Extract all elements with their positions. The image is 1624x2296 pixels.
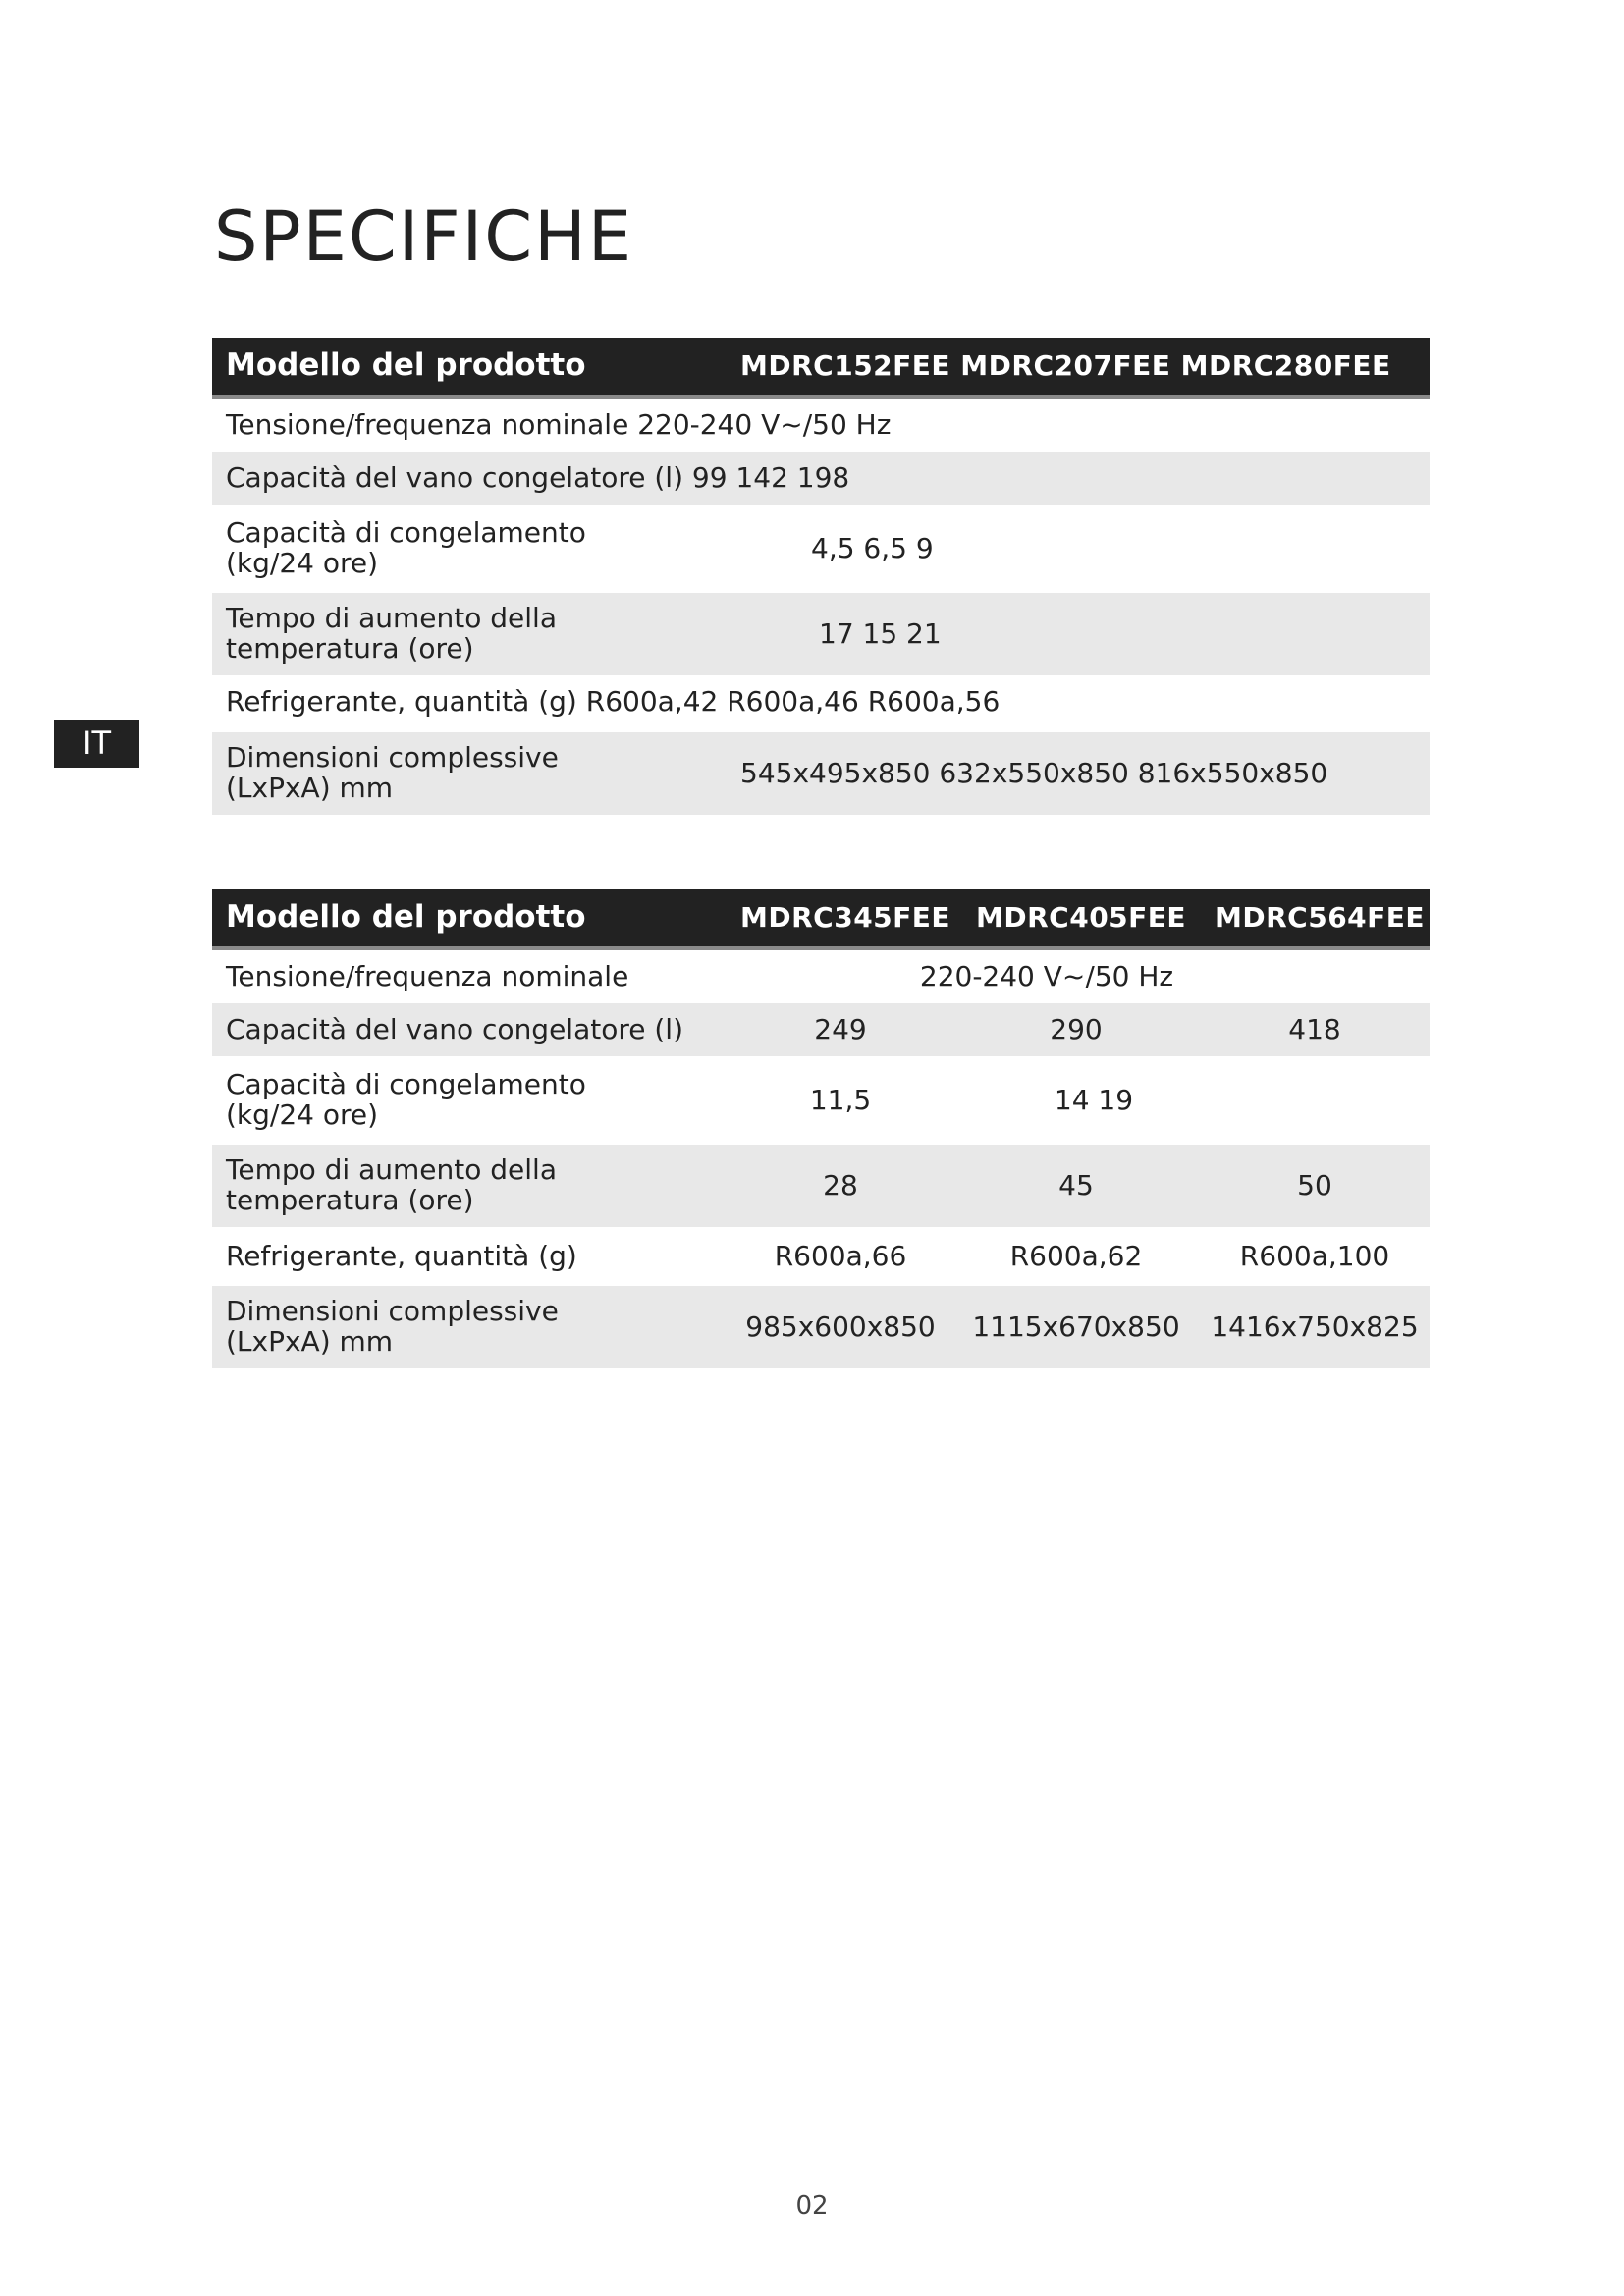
table-row: [212, 1059, 1430, 1142]
row-value: 418: [1288, 1013, 1341, 1045]
row-value: 4,5 6,5 9: [811, 532, 934, 564]
row-label: Dimensioni complessive (LxPxA) mm: [226, 741, 559, 804]
row-label: Capacità di congelamento (kg/24 ore): [226, 1068, 586, 1131]
table-row: [212, 1286, 1430, 1368]
header-model: MDRC345FEE: [740, 901, 951, 934]
header-models: MDRC152FEE MDRC207FEE MDRC280FEE: [740, 349, 1391, 382]
row-value: 545x495x850 632x550x850 816x550x850: [740, 757, 1328, 789]
table-row: [212, 732, 1430, 815]
row-value: R600a,66: [774, 1240, 907, 1272]
row-value: R600a,100: [1239, 1240, 1390, 1272]
row-value: 249: [814, 1013, 867, 1045]
header-model: MDRC564FEE: [1215, 901, 1426, 934]
spec-table-2: [212, 889, 1430, 1368]
row-value: 290: [1050, 1013, 1103, 1045]
row-label: Capacità del vano congelatore (l): [226, 1013, 684, 1045]
table-header: [212, 889, 1430, 950]
spec-table-1: [212, 338, 1430, 815]
table-header: [212, 338, 1430, 399]
row-label: Refrigerante, quantità (g): [226, 1240, 577, 1272]
row-value: 50: [1297, 1169, 1332, 1201]
row-label: Dimensioni complessive (LxPxA) mm: [226, 1295, 559, 1358]
table-row: [212, 1230, 1430, 1283]
row-label: Capacità di congelamento (kg/24 ore): [226, 516, 586, 579]
row-value: 220-240 V~/50 Hz: [919, 960, 1174, 992]
header-label: Modello del prodotto: [226, 347, 586, 383]
language-tab: IT: [54, 720, 139, 768]
table-row: [212, 675, 1430, 729]
row-value: 17 15 21: [819, 617, 942, 650]
row-label: Refrigerante, quantità (g) R600a,42 R600a,46 R600a,56: [226, 685, 1001, 718]
row-value: 28: [823, 1169, 858, 1201]
row-value: 45: [1058, 1169, 1094, 1201]
header-model: MDRC405FEE: [976, 901, 1187, 934]
table-row: [212, 507, 1430, 590]
row-value: 1416x750x825: [1211, 1310, 1419, 1343]
header-label: Modello del prodotto: [226, 899, 586, 934]
table-row: [212, 1145, 1430, 1227]
row-label: Tensione/frequenza nominale: [226, 960, 629, 992]
row-value: R600a,62: [1009, 1240, 1143, 1272]
table-row: [212, 593, 1430, 675]
row-value: 985x600x850: [745, 1310, 936, 1343]
table-row: [212, 950, 1430, 1003]
page-number: 02: [795, 2191, 829, 2220]
row-value: 1115x670x850: [972, 1310, 1180, 1343]
row-label: Capacità del vano congelatore (l) 99 142 198: [226, 461, 850, 494]
row-value: 14 19: [1054, 1084, 1134, 1116]
table-row: [212, 452, 1430, 505]
row-label: Tensione/frequenza nominale 220-240 V~/50 Hz: [226, 408, 892, 441]
row-value: 11,5: [809, 1084, 872, 1116]
row-label: Tempo di aumento della temperatura (ore): [226, 602, 557, 665]
page-title: SPECIFICHE: [214, 196, 634, 277]
row-label: Tempo di aumento della temperatura (ore): [226, 1153, 557, 1216]
table-row: [212, 1003, 1430, 1056]
table-row: [212, 399, 1430, 452]
